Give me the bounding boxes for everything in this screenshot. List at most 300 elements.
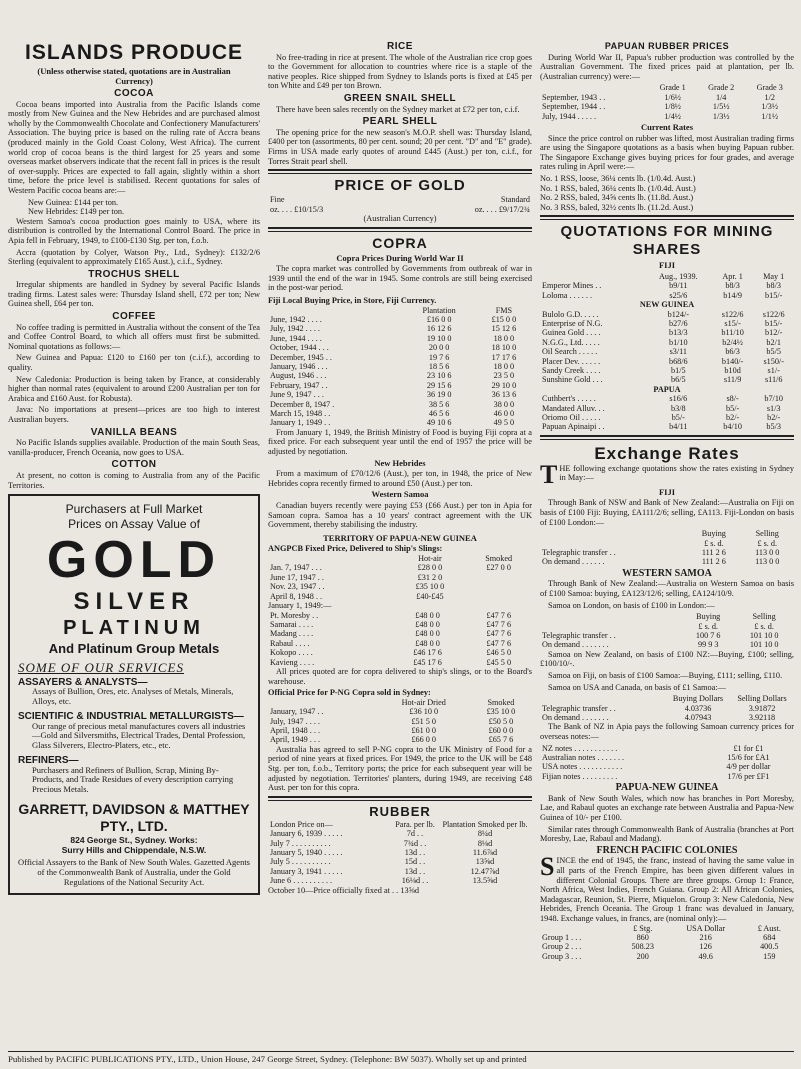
column-header: £ s. d. <box>698 621 718 631</box>
table-cell: July, 1942 . . . . <box>270 324 320 334</box>
table-cell: s1/- <box>767 366 780 375</box>
table-row <box>540 704 794 713</box>
table-cell <box>465 573 532 582</box>
ng-mining-heading: NEW GUINEA <box>639 300 695 310</box>
table-cell: 113 0 0 <box>755 548 780 558</box>
column-header: Plantation <box>422 305 456 315</box>
table-cell: January 6, 1939 . . . . . <box>270 829 343 839</box>
table-cell: 159 <box>763 951 776 961</box>
table-row <box>540 394 794 403</box>
exchange-paragraph: Similar rates through Commonwealth Bank of Australia (branches at Port Moresby, Lae, Rabaul and Madang). <box>540 824 794 844</box>
table-cell: £35 10 0 <box>486 707 516 717</box>
table-cell: Group 2 . . . <box>542 942 582 952</box>
table-cell: 1/1½ <box>761 111 779 121</box>
table-cell: 216 <box>699 932 712 942</box>
table-cell: 23 10 6 <box>426 371 452 381</box>
table-cell: April, 1948 . . . <box>270 725 321 735</box>
table-header-row <box>268 820 532 829</box>
column-header: Buying <box>696 612 721 622</box>
table-cell: December 8, 1947 . <box>270 399 335 409</box>
table-row <box>540 404 794 413</box>
table-row <box>540 319 794 328</box>
table-cell: 684 <box>763 932 776 942</box>
table-row <box>268 371 532 380</box>
table-cell <box>465 582 532 591</box>
ad-services: SOME OF OUR SERVICES <box>18 660 184 676</box>
column-header: £ s. d. <box>754 621 774 631</box>
ad-heading: SCIENTIFIC & INDUSTRIAL METALLURGISTS— <box>18 710 244 722</box>
fiji-mining-heading: FIJI <box>658 260 676 271</box>
table-cell: 18 0 0 <box>493 333 515 343</box>
column-header: Para. per lb. <box>395 819 435 829</box>
table-row <box>268 726 532 735</box>
exchange-paragraph: Through Bank of NSW and Bank of New Zealand:—Australia on Fiji on basis of £100 Fiji: Buying, £A111/2/6; selling, £A113. Fiji-London on basis of £100 London:— <box>540 498 794 527</box>
table-cell: 36 13 6 <box>491 390 517 400</box>
table-cell: £45 5 0 <box>486 657 512 667</box>
table-cell: 8⅛d <box>477 838 493 848</box>
table-cell: June 17, 1947 . . <box>270 572 324 582</box>
coffee-heading: COFFEE <box>112 311 156 323</box>
table-cell: February, 1947 . . <box>270 380 328 390</box>
column-header: Grade 2 <box>708 83 735 93</box>
ad-address: Surry Hills and Chippendale, N.S.W. <box>61 844 207 855</box>
table-cell: b11/10 <box>721 328 744 338</box>
cocoa-paragraph: Accra (quotation by Colyer, Watson Pty., Ltd., Sydney): £132/2/6 Sterling (equivalent to approximately £165 Aust.), c.i.f., Sydney. <box>8 247 260 267</box>
table-row <box>268 362 532 371</box>
column-header: Selling <box>755 529 779 539</box>
table-cell: b10d <box>724 366 741 375</box>
exchange-paragraph: Samoa on Fiji, on basis of £100 Samoa:—Buying, £111; selling, £110. <box>548 671 783 681</box>
table-cell: s11/6 <box>764 375 783 385</box>
copra-paragraph: Australia has agreed to sell P-NG copra to the UK Ministry of Food for a period of nine years at fixed prices. For 1949, the price to the UK will be £48 Stg. per ton, f.o.b., Territory ports; the price for each subsequent year will be adjusted by negotiation. Territories' planters, during 1949, are receiving £48 Aust. per ton for this copra. <box>268 744 532 793</box>
column-header: FMS <box>495 305 513 315</box>
table-cell: 36 19 0 <box>426 390 452 400</box>
table-cell: 46 0 0 <box>493 408 515 418</box>
table-cell: 1/8½ <box>664 102 681 112</box>
papuan-rubber-table <box>540 83 794 121</box>
table-row <box>268 876 532 885</box>
exchange-paragraph: Samoa on London, on basis of £100 in London:— <box>548 600 715 610</box>
cocoa-paragraph: Western Samoa's cocoa production goes mainly to USA, where its distribution is controlled by the International Control Board. The price in Apia fell in February, 1949, to £100-£130 Stg. per ton, f.o.b. <box>8 216 260 245</box>
exchange-heading: Exchange Rates <box>594 443 740 463</box>
table-cell: April 8, 1948 . . <box>270 591 323 601</box>
table-cell: July 7 . . . . . . . . . . <box>270 838 331 848</box>
table-cell: September, 1944 . . <box>542 102 606 112</box>
column-header: Aug., 1939. <box>658 271 698 281</box>
table-cell: 7¾d . . <box>403 838 427 848</box>
vanilla-paragraph: No Pacific Islands supplies available. Production of the main South Seas, vanilla-producer, French Oceania, now goes to USA. <box>8 438 260 457</box>
table-cell: Sandy Creek . . . . <box>542 366 601 375</box>
table-cell: December, 1945 . . <box>270 352 332 362</box>
table-cell: b27/6 <box>668 318 688 328</box>
column-header: £ Stg. <box>633 923 653 933</box>
table-row <box>268 707 532 716</box>
rate-line: No. 1 RSS, baled, 36¼ cents lb. (1/0.4d. Aust.) <box>540 183 696 193</box>
table-cell: Group 3 . . . <box>542 951 582 961</box>
ad-gold: GOLD <box>46 531 222 590</box>
table-row <box>540 385 794 394</box>
table-cell: Enterprise of N.G. <box>542 318 603 328</box>
table-cell: Bulolo G.D. . . . . <box>542 309 599 319</box>
png-table <box>268 611 532 667</box>
footer: Published by PACIFIC PUBLICATIONS PTY., LTD., Union House, 247 George Street, Sydney. (Telephone: BW 5037). Wholly set up and printed <box>8 1051 794 1064</box>
table-cell: s122/6 <box>721 309 744 319</box>
table-cell: 111 2 6 <box>701 557 726 567</box>
table-cell: 101 10 0 <box>749 640 779 650</box>
table-cell: £15 0 0 <box>491 314 517 324</box>
table-row <box>540 112 794 121</box>
table-cell: Guinea Gold . . . . <box>542 328 601 338</box>
table-row <box>268 735 532 744</box>
table-cell: £31 2 0 <box>417 572 443 582</box>
table-cell: £16 0 0 <box>426 314 452 324</box>
ad-platinum: PLATINUM <box>63 617 205 640</box>
table-row <box>268 658 532 667</box>
table-row <box>540 952 794 961</box>
ad-text: Our range of precious metal manufactures covers all industries—Gold and Silversmiths, Electrical Trades, Dental Profession, Glass Silverers, Electro-Platers, etc., etc. <box>32 720 246 751</box>
table-cell: £50 5 0 <box>488 716 514 726</box>
exchange-intro-text: HE following exchange quotations show the rates existing in Sydney in May:— <box>559 463 794 483</box>
table-cell: 7d . . <box>406 829 424 839</box>
table-cell: Telegraphic transfer . . <box>542 631 616 641</box>
rates-list <box>540 174 794 212</box>
table-header-row <box>540 612 794 621</box>
table-cell: £66 0 0 <box>411 735 437 745</box>
table-cell: s150/- <box>763 356 784 366</box>
table-cell: USA notes . . . . . . . . . . . <box>542 762 623 772</box>
table-cell: £40-£45 <box>416 591 444 601</box>
table-cell: Oriomo Oil . . . . . <box>542 413 601 423</box>
table-cell: 100 7 6 <box>695 631 721 641</box>
papuan-rubber-paragraph: During World War II, Papua's rubber production was controlled by the Australian Government. The fixed prices paid at plantation, per lb. (Australian currency) were:— <box>540 52 794 81</box>
table-row <box>540 300 794 309</box>
exchange-paragraph: Samoa on USA and Canada, on basis of £1 Samoa:— <box>548 682 726 692</box>
table-cell: Group 1 . . . <box>542 932 582 942</box>
table-cell: June, 1942 . . . . <box>270 314 322 324</box>
table-cell: s1/3 <box>766 403 781 413</box>
table-cell: January, 1946 . . . <box>270 361 328 371</box>
table-header-row <box>540 694 794 703</box>
table-cell: 11.6⅞d <box>472 847 498 857</box>
table-cell: s122/6 <box>762 309 785 319</box>
table-row <box>268 848 532 857</box>
cocoa-quote-ng: New Guinea: £144 per ton. <box>28 197 119 207</box>
table-cell: Nov. 23, 1947 . . <box>270 582 325 592</box>
table-row <box>268 205 532 214</box>
table-cell: June, 1944 . . . . <box>270 333 322 343</box>
ad-heading: REFINERS— <box>18 754 79 766</box>
table-cell: 29 10 0 <box>491 380 517 390</box>
ad-line: Purchasers at Full Market <box>65 502 203 517</box>
table-header-row <box>540 622 794 631</box>
table-cell: Australian notes . . . . . . . <box>542 753 625 763</box>
ad-silver: SILVER <box>73 588 195 616</box>
table-row <box>540 557 794 566</box>
table-cell: January 1, 1949 . . <box>270 418 331 428</box>
table-row <box>540 744 794 753</box>
table-cell: 4.03736 <box>684 703 712 713</box>
table-cell: £28 0 0 <box>417 563 443 573</box>
page-subtitle: (Unless otherwise stated, quotations are in Australian Currency) <box>37 66 231 86</box>
table-cell: £48 0 0 <box>415 638 440 648</box>
table-row <box>268 857 532 866</box>
rice-heading: RICE <box>387 41 413 52</box>
table-cell: Rabaul . . . . <box>270 638 310 648</box>
table-cell: b8/3 <box>766 281 781 291</box>
rate-line: No. 1 RSS, loose, 36¼ cents lb. (1/0.4d. Aust.) <box>540 173 696 183</box>
table-cell: 400.5 <box>760 942 779 952</box>
table-cell: 38 5 6 <box>428 399 450 409</box>
table-cell: 15 12 6 <box>491 324 517 334</box>
table-header-row <box>540 924 794 933</box>
ws-heading: Western Samoa <box>371 489 429 500</box>
table-cell: 1/6½ <box>664 92 681 102</box>
table-row <box>540 357 794 366</box>
table-row <box>268 717 532 726</box>
vanilla-heading: VANILLA BEANS <box>90 426 178 438</box>
table-cell: 4.07943 <box>684 713 712 723</box>
table-row <box>268 867 532 876</box>
ad-line: Prices on Assay Value of <box>68 517 200 532</box>
table-cell: Loloma . . . . . . <box>542 290 593 300</box>
table-cell: 49 10 6 <box>426 418 452 428</box>
table-cell: 4/9 per dollar <box>726 762 771 772</box>
table-cell: 8¼d <box>477 829 493 839</box>
table-cell: 18 0 0 <box>493 361 515 371</box>
table-cell: January 5, 1940 . . . . . <box>270 847 343 857</box>
table-row <box>268 829 532 838</box>
table-cell: July, 1947 . . . . <box>270 716 320 726</box>
table-cell: 20 0 0 <box>428 343 450 353</box>
table-cell: £48 0 0 <box>415 629 440 639</box>
table-cell: £35 10 0 <box>415 582 445 592</box>
table-row <box>268 334 532 343</box>
table-row <box>540 281 794 290</box>
dropcap: T <box>540 459 558 489</box>
column-header: £ s. d. <box>757 538 778 548</box>
table-row <box>268 611 532 620</box>
cocoa-paragraph: Cocoa beans imported into Australia from the Pacific Islands come mostly from New Guinea and the New Hebrides and are purchased almost wholly by the Commonwealth Chocolate and Confectionery Manufacturers' Association. The buying price is based on the ruling rate of Accra beans (produced mainly in the Gold Coast Colony, West Africa). The current world crop of cocoa beans is the third largest for 25 years and some overseas market observers indicate that the recent fall in prices is the result of over-supply. Prices are expected to fall again, slightly within a short time, before the price level is stabilised. Recent quotations for sales of Western Pacific cocoa beans are:— <box>8 99 260 195</box>
table-header-row <box>540 272 794 281</box>
table-cell: March 15, 1948 . . <box>270 408 331 418</box>
ad-final: Official Assayers to the Bank of New South Wales. Gazetted Agents of the Commonwealth Bank of Australia, under the Gold Regulations of the National Security Act. <box>18 856 250 887</box>
table-cell: s11/9 <box>723 375 742 385</box>
fpc-table <box>540 924 794 962</box>
column-header: Hot-air <box>418 553 442 563</box>
table-cell: 15/6 for £A1 <box>727 753 770 763</box>
table-cell: b8/3 <box>725 281 740 291</box>
table-cell: b2/- <box>726 413 740 423</box>
table-header-row <box>268 554 532 563</box>
column-header: Smoked <box>485 553 513 563</box>
table-cell: b13/3 <box>668 328 688 338</box>
column-header: Buying <box>701 529 726 539</box>
coffee-paragraph: No coffee trading is permitted in Australia without the consent of the Tea and Coffee Control Board, to which all offers must first be submitted. Nominal quotations as follows:— <box>8 322 260 351</box>
table-cell: 17/6 per £F1 <box>727 771 770 781</box>
pearl-heading: PEARL SHELL <box>362 116 438 128</box>
png-heading: TERRITORY OF PAPUA-NEW GUINEA <box>323 532 477 543</box>
column-header: £ Aust. <box>757 923 781 933</box>
table-cell: 16⅛d . . <box>401 876 429 886</box>
table-cell: Papuan Apinaipi . . <box>542 422 605 432</box>
copra-paragraph: From January 1, 1949, the British Ministry of Food is buying Fiji copra at a fixed price. For each subsequent year until the end of 1957 the price will be adjusted by negotiation. <box>268 427 532 456</box>
table-cell: July 5 . . . . . . . . . . <box>270 857 331 867</box>
ws-dollar-table <box>540 694 794 722</box>
table-cell: £46 17 6 <box>413 648 442 658</box>
table-cell: 200 <box>636 951 649 961</box>
png-official-heading: Official Price for P-NG Copra sold in Sydney: <box>268 688 431 698</box>
table-cell: Emperor Mines . . <box>542 281 602 291</box>
table-cell: 1/3½ <box>712 111 730 121</box>
table-header-row <box>540 529 794 538</box>
table-cell: b9/11 <box>669 281 688 291</box>
rubber-heading: RUBBER <box>369 803 431 819</box>
advertisement <box>8 494 260 895</box>
table-row <box>540 422 794 431</box>
table-row <box>540 338 794 347</box>
table-row <box>540 762 794 771</box>
divider <box>540 215 794 220</box>
table-cell: 508.23 <box>631 942 654 952</box>
table-row <box>540 347 794 356</box>
table-cell: N.G.G., Ltd. . . . . <box>542 337 600 347</box>
table-cell: October, 1944 . . . <box>270 343 329 353</box>
table-cell: b5/3 <box>766 422 781 432</box>
cocoa-quote-nh: New Hebrides: £149 per ton. <box>28 207 125 217</box>
table-cell: June 9, 1947 . . . <box>270 390 324 400</box>
table-cell: 13⅝d <box>475 857 495 867</box>
table-cell: s16/6 <box>669 394 688 404</box>
copra-subheading: Copra Prices During World War II <box>336 252 464 263</box>
table-cell: Telegraphic transfer . . <box>542 703 616 713</box>
copra-paragraph: All prices quoted are for copra delivered to ship's slings, or to the Board's warehouse. <box>268 666 532 686</box>
cocoa-heading: COCOA <box>114 88 154 99</box>
ws-exchange-heading: WESTERN SAMOA <box>622 567 712 579</box>
table-cell: 13d . . <box>404 866 426 876</box>
table-cell: Placer Dev. . . . . . <box>542 356 601 366</box>
cell: oz. . . . £9/17/2¾ <box>474 204 530 214</box>
table-cell: Fijian notes . . . . . . . . . <box>542 771 618 781</box>
column-middle <box>268 0 532 895</box>
table-cell: £46 5 0 <box>486 648 512 658</box>
table-cell: £47 7 6 <box>486 629 512 639</box>
table-row <box>268 400 532 409</box>
table-row <box>268 390 532 399</box>
column-header: Selling <box>752 612 776 622</box>
table-cell: b2/1 <box>766 337 781 347</box>
table-cell <box>465 592 532 601</box>
table-cell: b5/- <box>671 413 685 423</box>
table-cell: 3.91872 <box>748 703 776 713</box>
table-cell: August, 1946 . . . <box>270 371 327 381</box>
table-row <box>268 409 532 418</box>
table-row <box>540 413 794 422</box>
table-cell: Sunshine Gold . . . <box>542 375 603 385</box>
table-row <box>268 315 532 324</box>
table-cell: 49.6 <box>698 951 713 961</box>
table-row <box>268 195 532 204</box>
gold-note: (Australian Currency) <box>363 213 437 223</box>
table-cell: Kavieng . . . . <box>270 657 315 667</box>
table-cell: 101 10 0 <box>749 631 779 641</box>
ad-heading: ASSAYERS & ANALYSTS— <box>18 676 148 688</box>
table-row <box>540 772 794 781</box>
coffee-paragraph: New Guinea and Papua: £120 to £160 per ton (c.i.f.), according to quality. <box>8 353 260 373</box>
table-cell: £48 0 0 <box>415 619 440 629</box>
rubber-last: October 10—Price officially fixed at . . 13⅝d <box>268 885 419 895</box>
table-cell: Madang . . . . <box>270 629 314 639</box>
trochus-paragraph: Irregular shipments are handled in Sydney by several Pacific Islands trading firms. Latest sales were: Thursday Island shell, £72 per ton; New Guinea shell, £64 per ton. <box>8 280 260 309</box>
table-cell: 16 12 6 <box>426 324 452 334</box>
table-cell: s3/11 <box>669 347 688 357</box>
table-cell: 29 15 6 <box>426 380 452 390</box>
papuan-rubber-heading: PAPUAN RUBBER PRICES <box>604 41 730 51</box>
exchange-paragraph: The Bank of NZ in Apia pays the following Samoan currency prices for overseas notes:— <box>540 722 794 742</box>
table-cell: January 3, 1941 . . . . . <box>270 866 343 876</box>
copra-paragraph: The copra market was controlled by Governments from outbreak of war in 1939 until the end of the war in 1945. Some controls are still being exercised in the post-war period. <box>268 264 532 293</box>
page-title: ISLANDS PRODUCE <box>24 41 244 64</box>
table-row <box>268 563 532 572</box>
fiji-exchange-table <box>540 529 794 567</box>
table-cell: 46 5 6 <box>428 408 450 418</box>
table-row <box>540 933 794 942</box>
table-cell: On demand . . . . . . . <box>542 713 609 723</box>
table-cell: 1/4 <box>715 92 727 102</box>
table-cell: January, 1947 . . <box>270 707 324 717</box>
table-cell: £1 for £1 <box>733 743 764 753</box>
table-cell: 3.92118 <box>748 713 776 723</box>
fpc-heading: FRENCH PACIFIC COLONIES <box>596 844 738 856</box>
table-row <box>540 631 794 640</box>
table-cell: £47 7 6 <box>486 610 512 620</box>
table-cell: July, 1944 . . . . . <box>542 111 597 121</box>
column-left <box>8 0 260 895</box>
table-cell: On demand . . . . . . . <box>542 640 609 650</box>
table-cell: b3/8 <box>671 403 686 413</box>
table-row <box>268 418 532 427</box>
table-header-row <box>540 83 794 92</box>
table-cell: £47 7 6 <box>486 638 512 648</box>
table-row <box>540 375 794 384</box>
ws-exchange-table <box>540 612 794 650</box>
notes-table <box>540 744 794 782</box>
table-cell: £65 7 6 <box>488 735 514 745</box>
table-cell: £47 7 6 <box>486 619 512 629</box>
copra-paragraph: Canadian buyers recently were paying £53 (£66 Aust.) per ton in Apia for Samoan copra. Samoa has a 10 years' contract agreement with the UK Government, thereby stabilising the industry. <box>268 500 532 530</box>
pearl-paragraph: The opening price for the new season's M.O.P. shell was: Thursday Island, £400 per ton (assortments, 80 per cent. sound; 20 per cent. "D" and "E" grade). Firms in USA made early quotes of around £445 (Aust.) per ton, c.i.f., for Torres Strait pearl shell. <box>268 127 532 166</box>
table-row <box>268 353 532 362</box>
copra-heading: COPRA <box>372 234 428 251</box>
table-cell: b12/- <box>765 328 783 338</box>
column-header: £ s. d. <box>704 538 724 548</box>
table-cell: b15/- <box>765 318 783 328</box>
table-cell: Telegraphic transfer . . <box>542 548 616 558</box>
table-cell: 19 7 6 <box>428 352 450 362</box>
ad-firm: GARRETT, DAVIDSON & MATTHEY PTY., LTD. <box>18 800 250 834</box>
column-header: Grade 3 <box>756 83 783 93</box>
table-cell: NZ notes . . . . . . . . . . . <box>542 743 618 753</box>
mining-heading: QUOTATIONS FOR MINING SHARES <box>560 223 774 259</box>
table-row <box>268 839 532 848</box>
table-row <box>268 639 532 648</box>
table-cell: June 6 . . . . . . . . . . <box>270 876 333 886</box>
table-cell: 860 <box>636 932 649 942</box>
table-row <box>540 328 794 337</box>
table-cell: 113 0 0 <box>755 557 780 567</box>
table-cell: 15d . . <box>404 857 426 867</box>
table-row <box>268 573 532 582</box>
table-cell: 18 5 6 <box>428 361 450 371</box>
